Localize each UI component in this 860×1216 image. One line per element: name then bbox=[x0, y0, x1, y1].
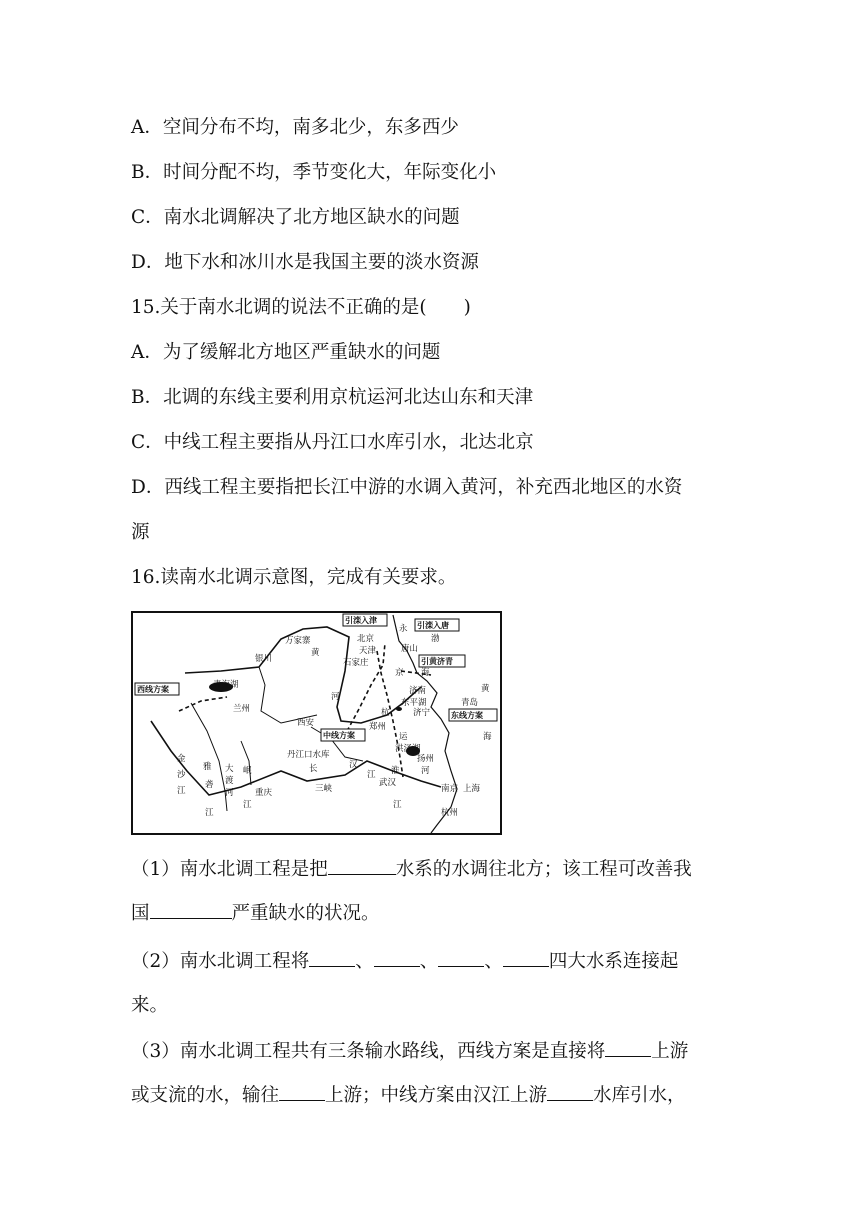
label-chang: 长 bbox=[309, 764, 318, 774]
label-box-east-route bbox=[449, 709, 497, 721]
label-jiang-2: 江 bbox=[393, 800, 402, 810]
q16-sub1: （1）南水北调工程是把 水系的水调往北方；该工程可改善我 国 严重缺水的状况。 bbox=[131, 848, 741, 936]
svg-text:西线方案: 西线方案 bbox=[137, 685, 169, 694]
label-huang-sea: 黄 bbox=[481, 684, 490, 694]
label-qingdao: 青岛 bbox=[461, 698, 479, 708]
label-sha: 沙 bbox=[177, 770, 186, 780]
label-jiang: 江 bbox=[367, 770, 376, 780]
q15-option-d: D．西线工程主要指把长江中游的水调入黄河，补充西北地区的水资 bbox=[131, 477, 683, 498]
label-xian: 西安 bbox=[297, 718, 315, 728]
q14-option-d: D．地下水和冰川水是我国主要的淡水资源 bbox=[131, 252, 479, 273]
label-zhengzhou: 郑州 bbox=[369, 722, 387, 732]
q16-stem: 16.读南水北调示意图，完成有关要求。 bbox=[131, 567, 457, 588]
answer-blank[interactable] bbox=[309, 948, 355, 967]
q14-option-a: A．空间分布不均，南多北少，东多西少 bbox=[131, 117, 459, 138]
q15-option-c: C．中线工程主要指从丹江口水库引水，北达北京 bbox=[131, 432, 534, 453]
label-jing: 京 bbox=[395, 668, 404, 678]
label-he-3: 河 bbox=[225, 788, 234, 798]
answer-blank[interactable] bbox=[605, 1038, 651, 1057]
q15-option-b: B．北调的东线主要利用京杭运河北达山东和天津 bbox=[131, 387, 534, 408]
label-box-west-route bbox=[135, 683, 179, 695]
label-hai: 海 bbox=[421, 668, 430, 678]
label-ya: 雅 bbox=[203, 762, 212, 772]
label-box-yinluan-rutang bbox=[415, 619, 459, 631]
label-wanjiazhai: 万家寨 bbox=[285, 636, 311, 646]
answer-blank[interactable] bbox=[150, 900, 232, 919]
label-yangzhou: 扬州 bbox=[417, 754, 435, 764]
label-han: 汉 bbox=[349, 760, 358, 770]
label-hang: 杭 bbox=[381, 708, 390, 718]
label-jin: 金 bbox=[177, 754, 186, 764]
label-jining: 济宁 bbox=[413, 708, 431, 718]
q14-option-b: B．时间分配不均，季节变化大，年际变化小 bbox=[131, 162, 497, 183]
answer-blank[interactable] bbox=[438, 948, 484, 967]
label-beijing: 北京 bbox=[357, 634, 375, 644]
label-box-yinhuang-jiqing bbox=[419, 655, 465, 667]
answer-blank[interactable] bbox=[547, 1082, 593, 1101]
q14-option-c: C．南水北调解决了北方地区缺水的问题 bbox=[131, 207, 460, 228]
svg-text:中线方案: 中线方案 bbox=[323, 731, 355, 740]
svg-text:东线方案: 东线方案 bbox=[451, 711, 483, 720]
label-dongping-lake: 东平湖 bbox=[401, 698, 427, 708]
label-tianjin: 天津 bbox=[359, 646, 377, 656]
q15-option-d-continued: 源 bbox=[131, 522, 150, 543]
svg-text:引黄济青: 引黄济青 bbox=[421, 657, 453, 666]
label-hongze-lake: 洪泽湖 bbox=[395, 744, 421, 754]
label-du: 渡 bbox=[225, 776, 234, 786]
label-long: 砻 bbox=[205, 780, 214, 790]
label-shanghai: 上海 bbox=[463, 784, 481, 794]
label-hai-sea: 海 bbox=[483, 732, 492, 742]
label-lanzhou: 兰州 bbox=[233, 704, 251, 714]
label-tangshan: 唐山 bbox=[401, 644, 419, 654]
label-jiang-4: 江 bbox=[205, 808, 214, 818]
label-da: 大 bbox=[225, 764, 234, 774]
label-nanjing: 南京 bbox=[441, 784, 459, 794]
label-yong: 永 bbox=[399, 624, 408, 634]
label-jinan: 济南 bbox=[409, 686, 427, 696]
q16-sub3: （3）南水北调工程共有三条输水路线，西线方案是直接将 上游 或支流的水，输往 上游；中线方案由汉江上游 水库引水， bbox=[131, 1030, 741, 1118]
label-min: 岷 bbox=[243, 766, 252, 776]
label-wuhan: 武汉 bbox=[379, 778, 397, 788]
label-chongqing: 重庆 bbox=[255, 788, 273, 798]
answer-blank[interactable] bbox=[279, 1082, 325, 1101]
q15-option-a: A．为了缓解北方地区严重缺水的问题 bbox=[131, 342, 441, 363]
label-bo: 渤 bbox=[431, 634, 440, 644]
label-box-yinluan-rujin bbox=[343, 614, 387, 626]
label-qinghai-lake: 青海湖 bbox=[213, 680, 239, 690]
south-north-water-diversion-map bbox=[131, 611, 502, 835]
label-shijiazhuang: 石家庄 bbox=[343, 658, 369, 668]
label-three-gorges: 三峡 bbox=[315, 784, 333, 794]
answer-blank[interactable] bbox=[374, 948, 420, 967]
q16-sub2: （2）南水北调工程将 、 、 、 四大水系连接起 来。 bbox=[131, 940, 741, 1028]
label-hangzhou: 杭州 bbox=[441, 808, 459, 818]
label-yun: 运 bbox=[399, 732, 408, 742]
label-he-2: 河 bbox=[421, 766, 430, 776]
label-he: 河 bbox=[331, 692, 340, 702]
label-huai: 淮 bbox=[391, 766, 400, 776]
svg-text:引滦入唐: 引滦入唐 bbox=[417, 621, 449, 630]
answer-blank[interactable] bbox=[328, 856, 396, 875]
label-danjiangkou-reservoir: 丹江口水库 bbox=[287, 750, 330, 760]
q15-stem: 15.关于南水北调的说法不正确的是( ) bbox=[131, 297, 471, 318]
label-box-middle-route bbox=[321, 729, 365, 741]
answer-blank[interactable] bbox=[503, 948, 549, 967]
label-jiang-5: 江 bbox=[243, 800, 252, 810]
label-huang: 黄 bbox=[311, 648, 320, 658]
label-yinchuan: 银川 bbox=[255, 654, 273, 664]
svg-text:引滦入津: 引滦入津 bbox=[345, 616, 377, 625]
label-jiang-3: 江 bbox=[177, 786, 186, 796]
